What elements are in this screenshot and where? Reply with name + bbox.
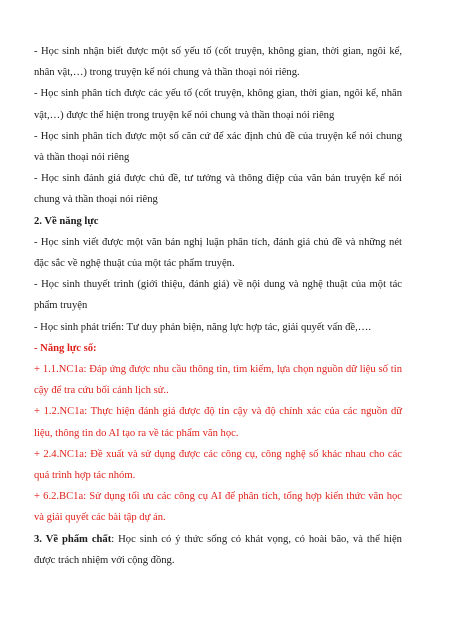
competence-write-essay: - Học sinh viết được một văn bản nghị luận phân tích, đánh giá chủ đề và những nét đặc sắc về nghệ thuật của một tác phẩm truyện. [34,236,402,270]
competence-presentation: - Học sinh thuyết trình (giới thiệu, đánh giá) về nội dung và nghệ thuật của một tác phẩm truyện [34,279,402,312]
objective-analyze-theme-basis: - Học sinh phân tích được một số căn cứ để xác định chủ đề của truyện kể nói chung và thần thoại nói riêng [34,130,402,164]
competence-develop-skills: - Học sinh phát triển: Tư duy phản biện, năng lực hợp tác, giải quyết vấn đề,…. [34,321,371,333]
digital-competence-heading: - Năng lực số: [34,342,97,354]
section-heading-competence: 2. Về năng lực [34,215,99,227]
digital-competence-2-4: + 2.4.NC1a: Đề xuất và sử dụng được các công cụ, công nghệ số khác nhau cho các quá trình hợp tác nhóm. [34,448,402,482]
section-heading-qualities: 3. Về phẩm chất [34,533,112,545]
digital-competence-1-2: + 1.2.NC1a: Thực hiện đánh giá được độ tin cậy và độ chính xác của các nguồn dữ liệu, thông tin do AI tạo ra về tác phẩm văn học. [34,406,402,439]
objective-evaluate-theme: - Học sinh đánh giá được chủ đề, tư tưởng và thông điệp của văn bản truyện kể nói chung và thần thoại nói riêng [34,173,402,206]
qualities-paragraph [34,529,402,571]
qualities-text: : Học sinh có ý thức sống có khát vọng, có hoài bão, và thể hiện được trách nhiệm với cộng đồng. [34,533,402,566]
objective-analyze-elements: - Học sinh phân tích được các yếu tố (cốt truyện, không gian, thời gian, ngôi kể, nhân vật,…) được thể hiện trong truyện kể nói chung và thần thoại nói riêng [34,88,402,121]
objective-recognize-elements: - Học sinh nhận biết được một số yếu tố (cốt truyện, không gian, thời gian, ngôi kể, nhân vật,…) trong truyện kể nói chung và thần thoại nói riêng. [34,46,402,79]
digital-competence-6-2: + 6.2.BC1a: Sử dụng tối ưu các công cụ AI để phân tích, tổng hợp kiến thức văn học và giải quyết các bài tập dự án. [34,491,402,524]
document-body [34,41,402,571]
digital-competence-1-1: + 1.1.NC1a: Đáp ứng được nhu cầu thông tin, tìm kiếm, lựa chọn nguồn dữ liệu số tin cậy để tra cứu bối cảnh lịch sử.. [34,364,402,397]
